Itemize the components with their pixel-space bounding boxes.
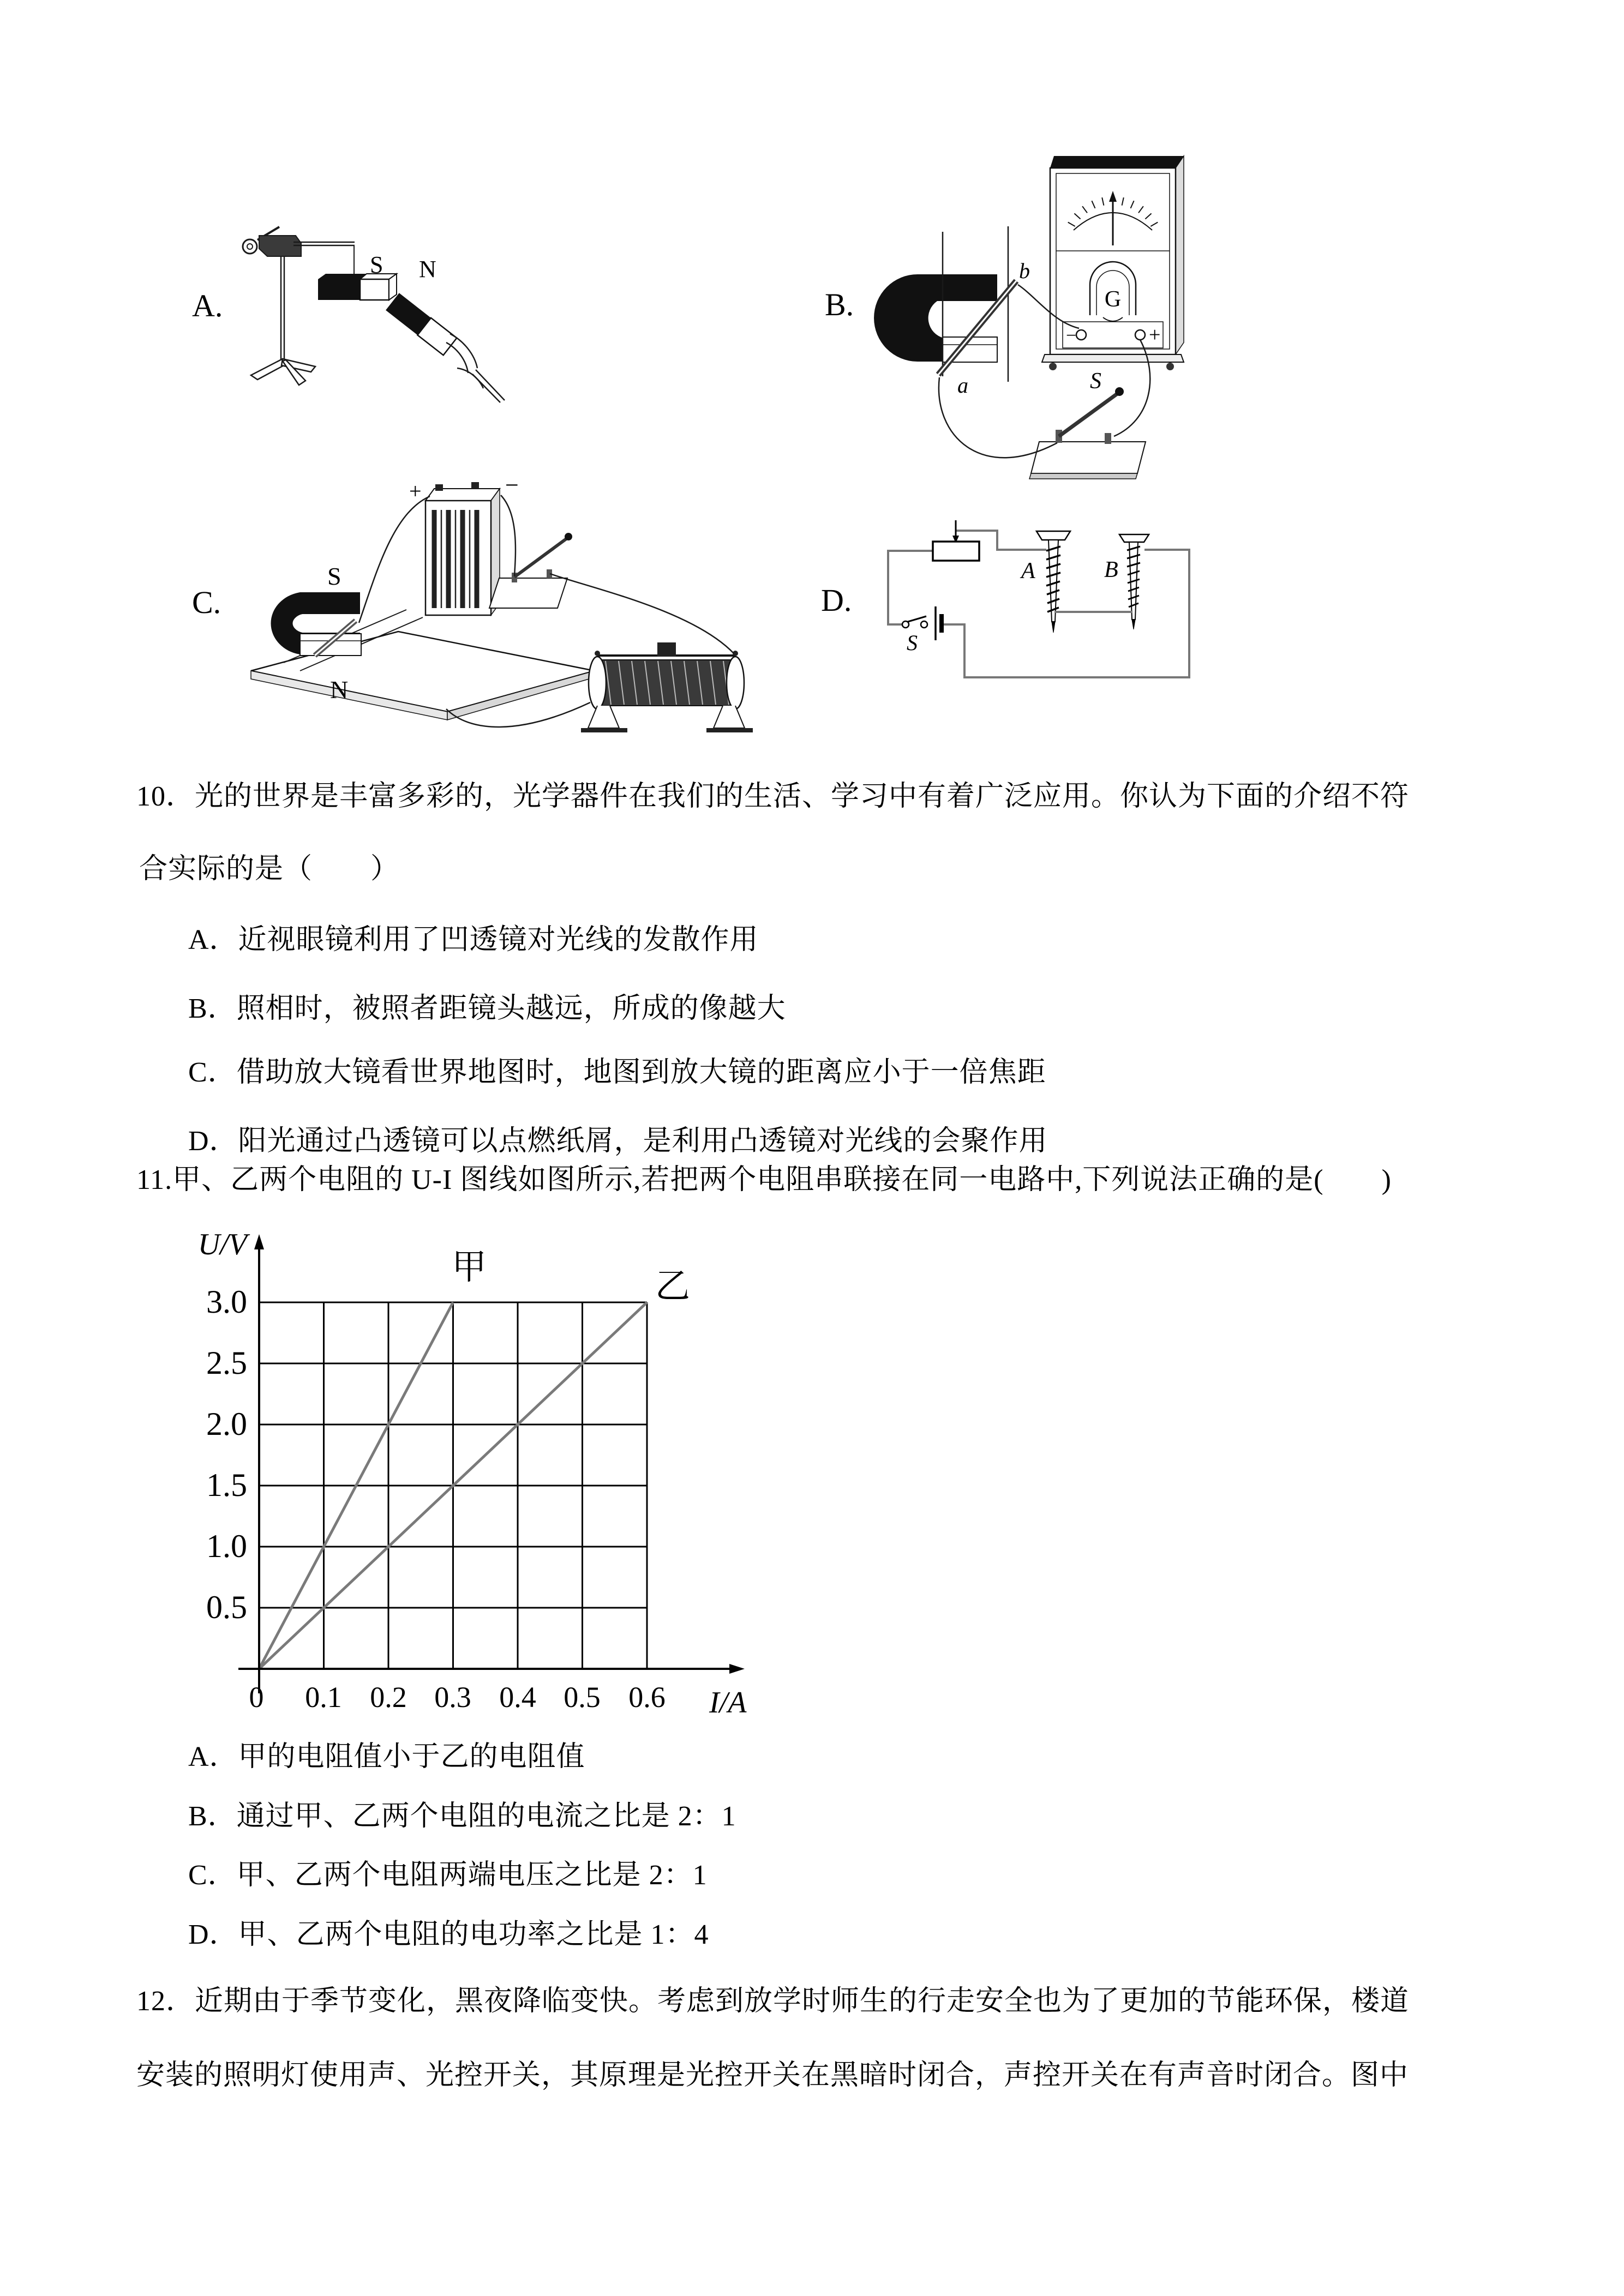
battery-minus-label: −: [505, 480, 519, 498]
figure-a-label: A.: [192, 288, 223, 323]
q11-stem: 11.甲、乙两个电阻的 U-I 图线如图所示,若把两个电阻串联接在同一电路中,下列说法正确的是( ): [136, 1164, 1392, 1195]
q10-stem-line1: 10．光的世界是丰富多彩的，光学器件在我们的生活、学习中有着广泛应用。你认为下面的介绍不符: [136, 781, 1410, 812]
q11-option-b: B．通过甲、乙两个电阻的电流之比是 2：1: [188, 1801, 736, 1832]
x-axis-arrow: [729, 1664, 745, 1674]
svg-text:3.0: 3.0: [206, 1284, 247, 1320]
q12-line1: 12．近期由于季节变化，黑夜降临变快。考虑到放学时师生的行走安全也为了更加的节能环保，楼道: [136, 1986, 1410, 2017]
switch-s-label: S: [907, 630, 918, 655]
svg-text:0.5: 0.5: [206, 1589, 247, 1625]
svg-text:1.5: 1.5: [206, 1467, 247, 1503]
s-pole-label: S: [370, 251, 383, 278]
point-a-label: a: [957, 373, 968, 398]
galvanometer-g-label: G: [1104, 287, 1122, 312]
y-axis-arrow: [254, 1234, 264, 1249]
q11-option-c: C．甲、乙两个电阻两端电压之比是 2：1: [188, 1860, 708, 1891]
svg-text:2.5: 2.5: [206, 1345, 247, 1381]
svg-text:1.0: 1.0: [206, 1528, 247, 1564]
x-axis-label: I/A: [709, 1686, 747, 1720]
hand-held-bar-magnet: [386, 293, 457, 355]
rheostat-box: [933, 542, 979, 561]
q10-stem-line2: 合实际的是（ ）: [139, 854, 400, 885]
q10-option-b: B．照相时，被照者距镜头越远，所成的像越大: [188, 993, 786, 1024]
series-jia-label: 甲: [452, 1248, 487, 1287]
hand: [446, 334, 505, 402]
q12-line2: 安装的照明灯使用声、光控开关，其原理是光控开关在黑暗时闭合，声控开关在有声音时闭合。图中: [136, 2060, 1409, 2091]
screw-b-label: B: [1104, 557, 1118, 582]
figure-c-force-on-conductor-diagram: [213, 480, 775, 742]
knife-switch: [1029, 387, 1146, 479]
figure-b-label: B.: [825, 287, 854, 322]
y-tick-labels: [206, 1284, 247, 1625]
screw-b: [1119, 534, 1149, 629]
svg-text:0.3: 0.3: [434, 1681, 471, 1714]
figure-c-label: C.: [192, 585, 221, 620]
q10-option-d: D．阳光通过凸透镜可以点燃纸屑，是利用凸透镜对光线的会聚作用: [188, 1126, 1048, 1157]
x-tick-labels: [249, 1681, 666, 1714]
svg-text:0.6: 0.6: [628, 1681, 666, 1714]
figure-d-label: D.: [821, 582, 852, 618]
switch: [902, 616, 927, 628]
q11-option-a: A．甲的电阻值小于乙的电阻值: [188, 1741, 585, 1772]
switch-s-label: S: [1090, 369, 1101, 394]
u-magnet: [874, 274, 997, 362]
rheostat: [581, 642, 753, 732]
svg-text:0.2: 0.2: [370, 1681, 407, 1714]
battery: [426, 482, 500, 615]
figure-b-induction-diagram: [856, 142, 1195, 496]
battery-plus-label: +: [409, 480, 422, 503]
n-pole-label: N: [330, 676, 349, 704]
axes: [238, 1246, 731, 1693]
meter-plus-label: +: [1149, 323, 1161, 346]
iron-stand: [243, 227, 355, 385]
q11-option-d: D．甲、乙两个电阻的电功率之比是 1：4: [188, 1919, 709, 1950]
battery-symbol: [936, 606, 942, 640]
n-pole-label: N: [419, 256, 436, 283]
figure-d-electromagnet-circuit-diagram: [873, 513, 1222, 693]
galvanometer: [1042, 156, 1184, 370]
knife-switch: [489, 533, 572, 608]
q10-option-c: C．借助放大镜看世界地图时，地图到放大镜的距离应小于一倍焦距: [188, 1057, 1046, 1088]
svg-text:0.1: 0.1: [305, 1681, 342, 1714]
screw-a: [1036, 531, 1070, 633]
y-axis-label: U/V: [199, 1230, 247, 1261]
hanging-bar-magnet: [318, 274, 397, 300]
q10-option-a: A．近视眼镜利用了凹透镜对光线的发散作用: [188, 924, 759, 955]
svg-text:0: 0: [249, 1681, 264, 1714]
s-pole-label: S: [327, 562, 341, 590]
figure-a-magnet-stand-diagram: [229, 218, 513, 404]
svg-text:0.4: 0.4: [499, 1681, 536, 1714]
ui-line-chart: [199, 1230, 766, 1737]
series-yi-label: 乙: [655, 1267, 690, 1306]
svg-text:0.5: 0.5: [564, 1681, 601, 1714]
meter-minus-label: −: [1066, 326, 1077, 346]
screw-a-label: A: [1021, 558, 1035, 584]
point-b-label: b: [1019, 259, 1030, 283]
svg-text:2.0: 2.0: [206, 1406, 247, 1442]
